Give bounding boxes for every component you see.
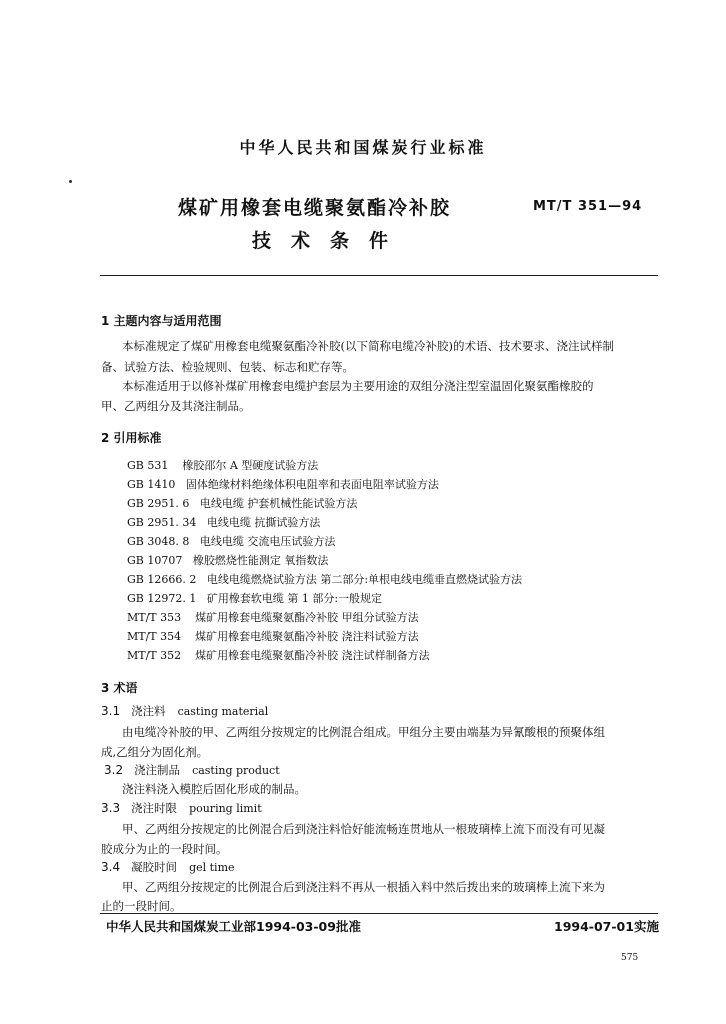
reference-title: 煤矿用橡套电缆聚氨酯冷补胶 浇注试样制备方法	[195, 649, 430, 662]
reference-item	[127, 590, 382, 606]
reference-code: GB 10707	[127, 554, 183, 567]
term-heading	[104, 762, 280, 778]
term-english: pouring limit	[189, 802, 262, 815]
section1-p1-line1: 本标准规定了煤矿用橡套电缆聚氨酯冷补胶(以下简称电缆冷补胶)的术语、技术要求、浇注试样制	[122, 339, 614, 353]
header-divider	[100, 275, 658, 276]
term-number: 3.1	[101, 704, 121, 718]
reference-title: 矿用橡套软电缆 第 1 部分:一般规定	[206, 592, 383, 605]
reference-item	[127, 514, 320, 530]
standard-title-line1: 煤矿用橡套电缆聚氨酯冷补胶	[178, 197, 452, 219]
term-number: 3.2	[104, 763, 124, 777]
section1-heading: 1 主题内容与适用范围	[101, 314, 222, 328]
term-definition-line2: 胶成分为止的一段时间。	[101, 842, 228, 856]
term-definition-line1: 甲、乙两组分按规定的比例混合后到浇注料恰好能流畅连贯地从一根玻璃棒上流下而没有可见凝	[122, 822, 605, 836]
scan-speck	[69, 180, 72, 183]
reference-code: MT/T 354	[127, 630, 182, 643]
term-definition-line2: 止的一段时间。	[101, 899, 182, 913]
reference-code: GB 531	[127, 459, 169, 472]
reference-item	[127, 628, 419, 644]
section2-heading: 2 引用标准	[101, 431, 162, 445]
term-name: 浇注时限	[131, 801, 178, 815]
term-name: 浇注制品	[134, 763, 181, 777]
reference-item	[127, 552, 328, 568]
reference-title: 煤矿用橡套电缆聚氨酯冷补胶 浇注料试验方法	[195, 630, 419, 643]
section1-p1-line2: 备、试验方法、检验规则、包装、标志和贮存等。	[101, 360, 354, 374]
reference-code: GB 3048. 8	[127, 535, 190, 548]
reference-title: 电线电缆 抗撕试验方法	[206, 516, 321, 529]
reference-title: 电线电缆 交流电压试验方法	[199, 535, 336, 548]
term-heading	[101, 800, 262, 816]
term-name: 凝胶时间	[131, 860, 178, 874]
reference-title: 橡胶邵尔 A 型硬度试验方法	[182, 459, 319, 472]
reference-code: GB 2951. 6	[127, 497, 190, 510]
term-english: casting material	[177, 705, 269, 718]
section1-p2-line2: 甲、乙两组分及其浇注制品。	[101, 399, 251, 413]
reference-code: MT/T 352	[127, 649, 182, 662]
page-number: 575	[621, 953, 639, 963]
reference-title: 电线电缆燃烧试验方法 第二部分:单根电线电缆垂直燃烧试验方法	[206, 573, 523, 586]
term-definition-line2: 成,乙组分为固化剂。	[101, 745, 209, 759]
term-definition-line1: 甲、乙两组分按规定的比例混合后到浇注料不再从一根插入料中然后拨出来的玻璃棒上流下来为	[122, 880, 605, 894]
term-heading	[101, 703, 268, 719]
term-number: 3.3	[101, 801, 121, 815]
section3-heading: 3 术语	[101, 681, 138, 695]
reference-item	[127, 533, 335, 549]
reference-code: GB 12666. 2	[127, 573, 197, 586]
reference-title: 电线电缆 护套机械性能试验方法	[199, 497, 358, 510]
term-number: 3.4	[101, 860, 121, 874]
implementation-date: 1994-07-01实施	[554, 919, 659, 934]
reference-item	[127, 571, 522, 587]
reference-item	[127, 457, 318, 473]
term-definition-line1: 由电缆冷补胶的甲、乙两组分按规定的比例混合组成。甲组分主要由端基为异氰酸根的预聚体组	[122, 725, 605, 739]
reference-title: 橡胶燃烧性能测定 氧指数法	[192, 554, 329, 567]
issuing-organization: 中华人民共和国煤炭行业标准	[239, 138, 487, 157]
reference-title: 固体绝缘材料绝缘体积电阻率和表面电阻率试验方法	[185, 478, 439, 491]
footer-divider	[100, 913, 658, 914]
term-definition-line1: 浇注料浇入模腔后固化形成的制品。	[122, 782, 306, 796]
section1-p2-line1: 本标准适用于以修补煤矿用橡套电缆护套层为主要用途的双组分浇注型室温固化聚氨酯橡胶的	[122, 379, 594, 393]
reference-code: MT/T 353	[127, 611, 182, 624]
term-name: 浇注料	[131, 704, 166, 718]
approval-line: 中华人民共和国煤炭工业部1994-03-09批准	[106, 919, 361, 934]
reference-item	[127, 476, 439, 492]
standard-code: MT/T 351—94	[533, 199, 643, 214]
reference-code: GB 1410	[127, 478, 176, 491]
term-english: casting product	[192, 764, 280, 777]
reference-title: 煤矿用橡套电缆聚氨酯冷补胶 甲组分试验方法	[195, 611, 419, 624]
standard-title-line2: 技术条件	[252, 230, 409, 252]
term-heading	[101, 859, 235, 875]
reference-item	[127, 609, 419, 625]
reference-item	[127, 647, 430, 663]
reference-code: GB 12972. 1	[127, 592, 197, 605]
term-english: gel time	[189, 861, 235, 874]
reference-code: GB 2951. 34	[127, 516, 197, 529]
reference-item	[127, 495, 357, 511]
